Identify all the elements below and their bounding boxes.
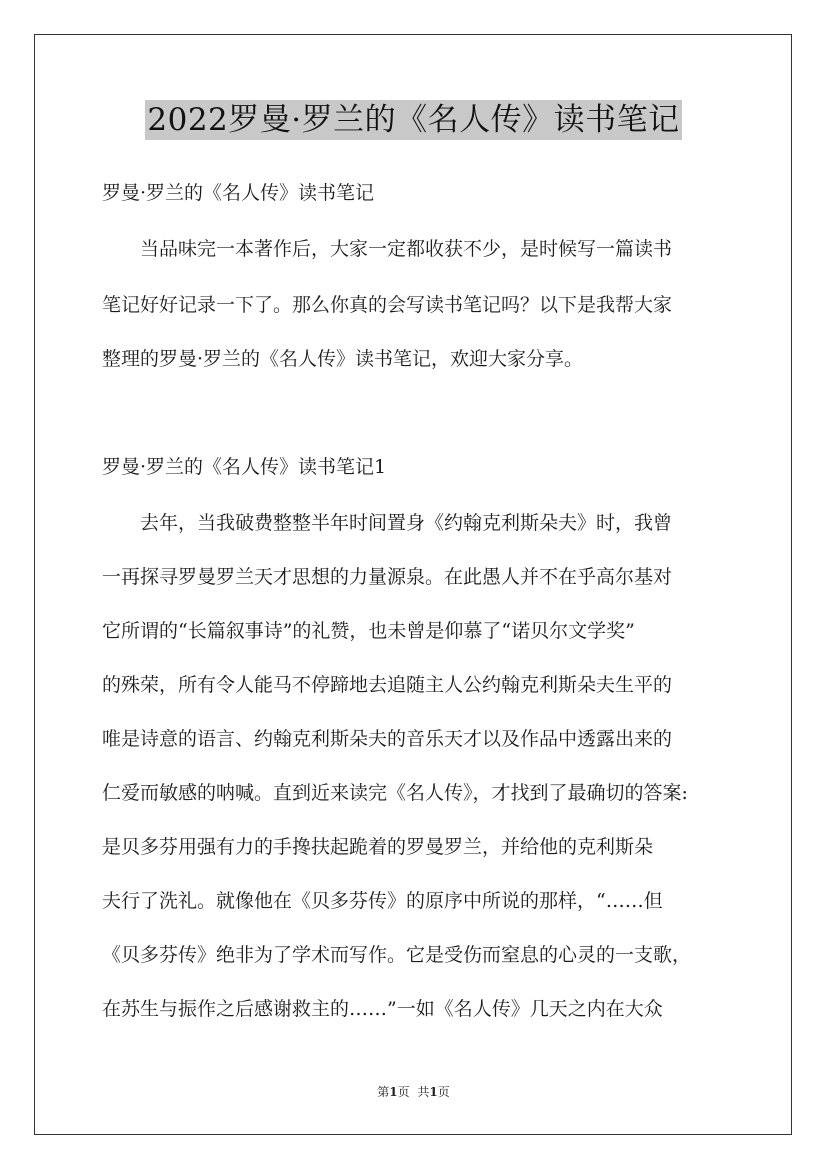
body-line: 是贝多芬用强有力的手搀扶起跪着的罗曼罗兰，并给他的克利斯朵 xyxy=(102,836,654,858)
body-line: 夫行了洗礼。就像他在《贝多芬传》的原序中所说的那样，“……但 xyxy=(102,890,663,912)
intro-line: 当品味完一本著作后，大家一定都收获不少，是时候写一篇读书 xyxy=(140,238,673,260)
total-label-prefix: 共 xyxy=(417,1085,430,1099)
body-line: 它所谓的“长篇叙事诗”的礼赞，也未曾是仰慕了“诺贝尔文学奖” xyxy=(102,620,635,642)
body-line: 仁爱而敏感的呐喊。直到近来读完《名人传》，才找到了最确切的答案: xyxy=(102,782,688,804)
document-title: 2022罗曼·罗兰的《名人传》读书笔记 xyxy=(147,102,680,138)
section-heading: 罗曼·罗兰的《名人传》读书笔记1 xyxy=(102,456,387,478)
body-line: 《贝多芬传》绝非为了学术而写作。它是受伤而窒息的心灵的一支歌， xyxy=(102,944,692,966)
page-number: 1 xyxy=(389,1085,398,1099)
body-line: 唯是诗意的语言、约翰克利斯朵夫的音乐天才以及作品中透露出来的 xyxy=(102,728,673,750)
page-label-suffix: 页 xyxy=(397,1085,410,1099)
title-container xyxy=(0,100,827,140)
intro-line: 整理的罗曼·罗兰的《名人传》读书笔记，欢迎大家分享。 xyxy=(102,348,584,370)
document-subtitle: 罗曼·罗兰的《名人传》读书笔记 xyxy=(102,182,375,204)
body-line: 去年，当我破费整整半年时间置身《约翰克利斯朵夫》时，我曾 xyxy=(140,512,673,534)
body-line: 的殊荣，所有令人能马不停蹄地去追随主人公约翰克利斯朵夫生平的 xyxy=(102,674,673,696)
page-label-prefix: 第 xyxy=(377,1085,390,1099)
total-pages: 1 xyxy=(429,1085,438,1099)
body-line: 一再探寻罗曼罗兰天才思想的力量源泉。在此愚人并不在乎高尔基对 xyxy=(102,566,673,588)
page-footer xyxy=(0,1084,827,1100)
body-line: 在苏生与振作之后感谢救主的……”一如《名人传》几天之内在大众 xyxy=(102,998,663,1020)
intro-line: 笔记好好记录一下了。那么你真的会写读书笔记吗？以下是我帮大家 xyxy=(102,294,673,316)
total-label-suffix: 页 xyxy=(437,1085,450,1099)
